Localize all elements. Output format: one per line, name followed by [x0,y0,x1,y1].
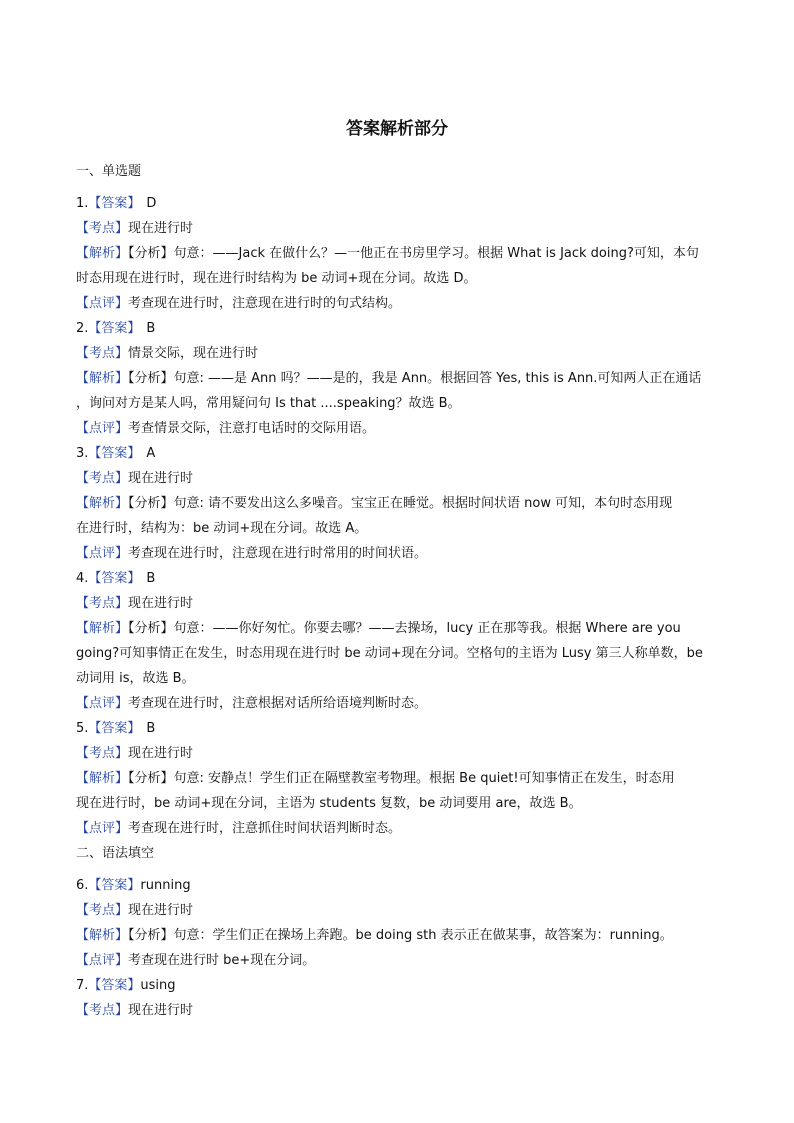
review-label: 【点评】 [76,696,129,711]
analysis-label: 【解析】 [76,928,129,943]
item-4-answer [76,570,155,588]
item-4-analysis-cont-2: 动词用 is，故选 B。 [76,671,195,686]
point-value: 情景交际，现在进行时 [128,346,259,361]
point-label: 【考点】 [76,596,129,611]
item-4-point [76,595,193,613]
item-4-analysis-cont: going?可知事情正在发生，时态用现在进行时 be 动词+现在分词。空格句的主语为 Lusy 第三人称单数，be [76,646,703,661]
item-2-analysis [76,370,701,388]
answer-label: 【答案】 [88,978,141,993]
item-1-answer [76,195,156,213]
item-3-analysis-cont: 在进行时，结构为：be 动词+现在分词。故选 A。 [76,521,368,536]
item-3-review [76,545,427,563]
answer-label: 【答案】 [88,321,141,336]
analysis-label: 【解析】 [76,621,129,636]
item-3-point [76,470,193,488]
item-number: 3. [76,446,89,461]
section-heading-single-choice: 一、单选题 [76,164,142,179]
item-2-answer [76,320,155,338]
item-1-review [76,295,401,313]
review-label: 【点评】 [76,821,129,836]
analysis-text: 【分析】句意: 请不要发出这么多噪音。宝宝正在睡觉。根据时间状语 now 可知，本句时态用现 [128,496,673,511]
item-2-analysis-cont: ，询问对方是某人吗，常用疑问句 Is that ....speaking？故选 B。 [76,396,461,411]
review-label: 【点评】 [76,296,129,311]
item-number: 2. [76,321,89,336]
point-value: 现在进行时 [128,471,194,486]
item-number: 5. [76,721,89,736]
item-3-analysis [76,495,672,513]
item-7-answer [76,977,176,995]
point-label: 【考点】 [76,471,129,486]
item-number: 4. [76,571,89,586]
item-1-analysis [76,245,699,263]
answer-value: running [140,878,191,893]
answer-value: B [146,321,156,336]
item-6-analysis [76,927,673,945]
review-label: 【点评】 [76,953,129,968]
point-value: 现在进行时 [128,1003,194,1018]
review-text: 考查现在进行时，注意根据对话所给语境判断时态。 [128,696,428,711]
answer-label: 【答案】 [88,196,141,211]
item-5-answer [76,720,155,738]
item-6-point [76,902,193,920]
point-label: 【考点】 [76,746,129,761]
point-label: 【考点】 [76,221,129,236]
analysis-text: 【分析】句意: 安静点！学生们正在隔壁教室考物理。根据 Be quiet!可知事情正在发生，时态用 [128,771,675,786]
point-value: 现在进行时 [128,746,194,761]
item-3-answer [76,445,155,463]
item-number: 6. [76,878,89,893]
answer-value: B [146,721,156,736]
item-5-point [76,745,193,763]
answer-value: using [140,978,176,993]
item-6-review [76,952,315,970]
page-title: 答案解析部分 [346,119,448,139]
answer-value: D [146,196,157,211]
item-4-analysis [76,620,681,638]
analysis-text: 【分析】句意: ——是 Ann 吗？——是的，我是 Ann。根据回答 Yes, this is Ann.可知两人正在通话 [128,371,702,386]
item-4-review [76,695,427,713]
item-2-point [76,345,258,363]
point-value: 现在进行时 [128,596,194,611]
review-text: 考查现在进行时，注意现在进行时的句式结构。 [128,296,402,311]
point-value: 现在进行时 [128,221,194,236]
analysis-text: 【分析】句意：——Jack 在做什么？—一他正在书房里学习。根据 What is Jack doing?可知，本句 [128,246,699,261]
analysis-label: 【解析】 [76,246,129,261]
review-text: 考查现在进行时，注意抓住时间状语判断时态。 [128,821,402,836]
point-label: 【考点】 [76,346,129,361]
review-text: 考查现在进行时，注意现在进行时常用的时间状语。 [128,546,428,561]
item-2-review [76,420,375,438]
answer-label: 【答案】 [88,571,141,586]
answer-label: 【答案】 [88,878,141,893]
item-5-analysis [76,770,675,788]
review-text: 考查现在进行时 be+现在分词。 [128,953,316,968]
item-5-review [76,820,401,838]
item-5-analysis-cont: 现在进行时，be 动词+现在分词，主语为 students 复数，be 动词要用 are，故选 B。 [76,796,582,811]
analysis-text: 【分析】句意：——你好匆忙。你要去哪？——去操场，lucy 正在那等我。根据 Where are you [128,621,681,636]
review-label: 【点评】 [76,546,129,561]
item-6-answer [76,877,191,895]
point-label: 【考点】 [76,903,129,918]
item-1-analysis-cont: 时态用现在进行时，现在进行时结构为 be 动词+现在分词。故选 D。 [76,271,477,286]
item-7-point [76,1002,193,1020]
answer-label: 【答案】 [88,446,141,461]
section-heading-grammar-fill: 二、语法填空 [76,846,155,861]
answer-value: B [146,571,156,586]
point-value: 现在进行时 [128,903,194,918]
analysis-label: 【解析】 [76,371,129,386]
review-text: 考查情景交际，注意打电话时的交际用语。 [128,421,376,436]
analysis-text: 【分析】句意：学生们正在操场上奔跑。be doing sth 表示正在做某事，故答案为：running。 [128,928,673,943]
answer-label: 【答案】 [88,721,141,736]
review-label: 【点评】 [76,421,129,436]
answer-value: A [146,446,156,461]
analysis-label: 【解析】 [76,496,129,511]
item-1-point [76,220,193,238]
item-number: 7. [76,978,89,993]
point-label: 【考点】 [76,1003,129,1018]
analysis-label: 【解析】 [76,771,129,786]
item-number: 1. [76,196,89,211]
